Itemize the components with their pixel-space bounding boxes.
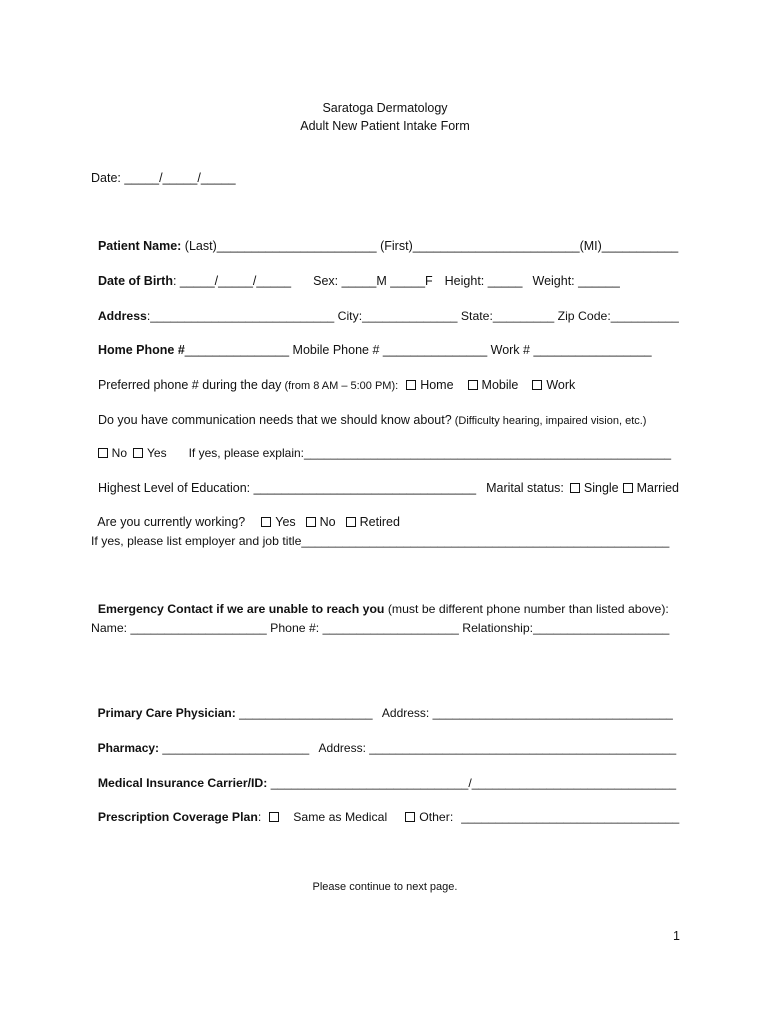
- option-no: No: [111, 446, 128, 460]
- preferred-phone-row: [91, 361, 575, 394]
- communication-question: Do you have communication needs that we should know about?: [97, 413, 452, 427]
- explain-field[interactable]: If yes, please explain:_______________________________________________________: [188, 446, 672, 460]
- checkbox-single[interactable]: [570, 483, 580, 493]
- height-field[interactable]: Height: _____: [444, 274, 523, 288]
- patient-name-label: Patient Name:: [97, 239, 182, 253]
- insurance-fields[interactable]: _____________________________/______________________________: [267, 776, 677, 790]
- emergency-fields[interactable]: Name: ____________________ Phone #: ____________________ Relationship:____________________: [91, 621, 670, 635]
- prescription-row: [91, 793, 679, 825]
- dob-row[interactable]: [91, 257, 620, 289]
- option-married: Married: [636, 481, 680, 495]
- other-field[interactable]: ________________________________: [461, 810, 680, 824]
- page-number: 1: [673, 929, 680, 943]
- pharmacy-label: Pharmacy:: [97, 741, 160, 755]
- education-row: [91, 464, 679, 496]
- dob-label: Date of Birth: [97, 274, 173, 288]
- checkbox-married[interactable]: [623, 483, 633, 493]
- checkbox-retired[interactable]: [346, 517, 356, 527]
- checkbox-no[interactable]: [98, 448, 108, 458]
- emergency-contact-row: [91, 585, 669, 617]
- checkbox-home[interactable]: [406, 380, 416, 390]
- option-working-yes: Yes: [275, 515, 296, 529]
- checkbox-other[interactable]: [405, 812, 415, 822]
- prescription-label: Prescription Coverage Plan: [97, 810, 258, 824]
- continue-note: Please continue to next page.: [312, 881, 458, 893]
- marital-label: Marital status:: [486, 481, 564, 495]
- weight-field[interactable]: Weight: ______: [532, 274, 620, 288]
- patient-name-row[interactable]: [91, 222, 678, 254]
- emergency-note: (must be different phone number than listed above):: [384, 602, 669, 616]
- option-working-no: No: [319, 515, 336, 529]
- option-same-as-medical: Same as Medical: [293, 810, 388, 824]
- employer-field[interactable]: If yes, please list employer and job title______________________________________________________: [91, 534, 670, 548]
- communication-answer-row: [91, 429, 671, 461]
- emergency-label: Emergency Contact if we are unable to reach you: [97, 602, 385, 616]
- checkbox-working-yes[interactable]: [261, 517, 271, 527]
- preferred-phone-hours: (from 8 AM – 5:00 PM):: [281, 380, 399, 392]
- option-yes: Yes: [147, 446, 167, 460]
- working-question: Are you currently working?: [97, 515, 246, 529]
- sex-field[interactable]: Sex: _____M _____F: [313, 274, 433, 288]
- form-title: Adult New Patient Intake Form: [300, 119, 470, 133]
- education-field[interactable]: Highest Level of Education: ________________________________: [97, 481, 477, 495]
- option-mobile: Mobile: [481, 378, 519, 392]
- patient-name-fields[interactable]: (Last)_______________________ (First)________________________(MI)___________: [181, 239, 679, 253]
- preferred-phone-question: Preferred phone # during the day: [97, 378, 282, 392]
- physician-fields[interactable]: ____________________ Address: ____________________________________: [235, 706, 673, 720]
- checkbox-mobile[interactable]: [468, 380, 478, 390]
- phone-row[interactable]: [91, 326, 652, 358]
- physician-row[interactable]: [91, 689, 673, 721]
- option-single: Single: [583, 481, 619, 495]
- checkbox-working-no[interactable]: [306, 517, 316, 527]
- home-phone-label: Home Phone #: [97, 343, 185, 357]
- communication-examples: (Difficulty hearing, impaired vision, etc.): [451, 415, 647, 427]
- date-field[interactable]: Date: _____/_____/_____: [91, 171, 236, 185]
- dob-field[interactable]: : _____/_____/_____: [172, 274, 292, 288]
- checkbox-work[interactable]: [532, 380, 542, 390]
- checkbox-yes[interactable]: [133, 448, 143, 458]
- option-work: Work: [546, 378, 576, 392]
- insurance-row[interactable]: [91, 759, 676, 791]
- phone-fields[interactable]: _______________ Mobile Phone # _______________ Work # _________________: [184, 343, 652, 357]
- practice-name: Saratoga Dermatology: [322, 101, 448, 115]
- checkbox-same-as-medical[interactable]: [269, 812, 279, 822]
- option-other: Other:: [419, 810, 454, 824]
- communication-row: [91, 396, 646, 429]
- address-row[interactable]: [91, 292, 679, 324]
- option-retired: Retired: [359, 515, 400, 529]
- prescription-colon: :: [257, 810, 262, 824]
- physician-label: Primary Care Physician:: [97, 706, 236, 720]
- working-row: [91, 498, 400, 530]
- address-fields[interactable]: :___________________________ City:______________ State:_________ Zip Code:__________: [146, 309, 679, 323]
- pharmacy-row[interactable]: [91, 724, 676, 756]
- pharmacy-fields[interactable]: ______________________ Address: ______________________________________________: [159, 741, 677, 755]
- insurance-label: Medical Insurance Carrier/ID:: [97, 776, 268, 790]
- address-label: Address: [97, 309, 147, 323]
- option-home: Home: [420, 378, 454, 392]
